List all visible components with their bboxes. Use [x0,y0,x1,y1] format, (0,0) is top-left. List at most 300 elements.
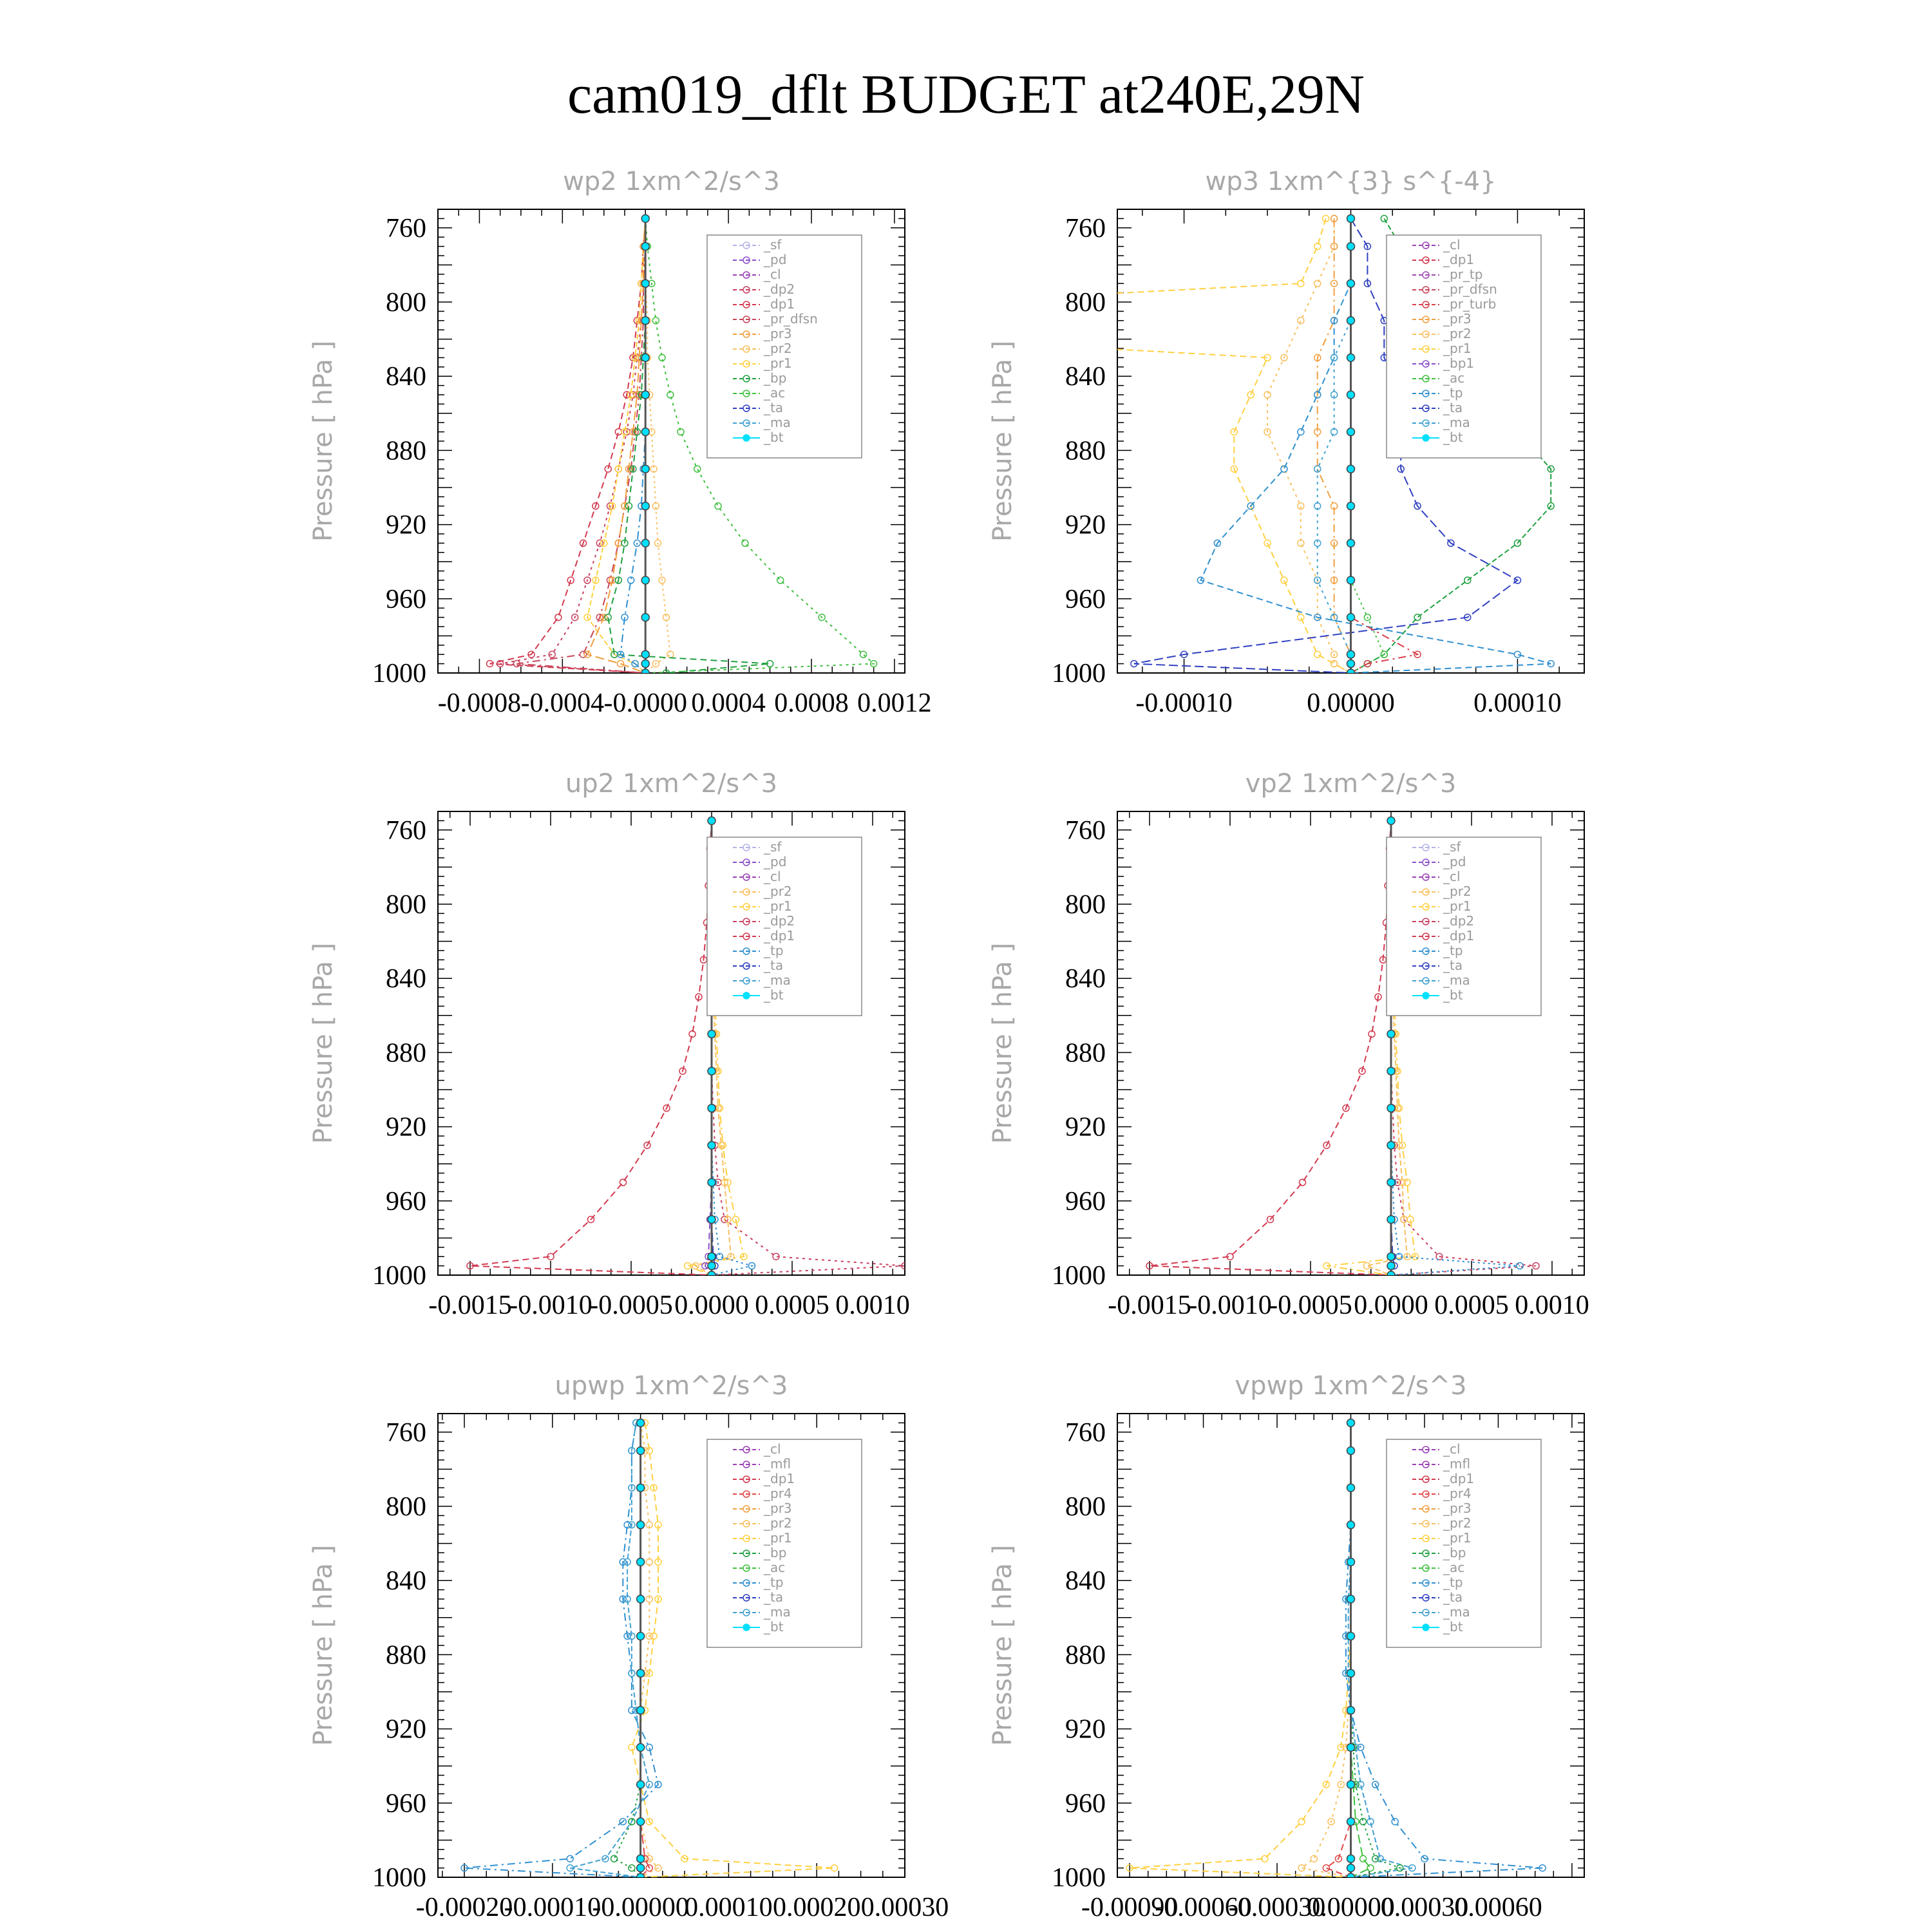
y-tick-label: 960 [1065,1186,1106,1217]
y-tick-label: 920 [386,1112,426,1142]
legend-label: _bt [764,430,784,445]
series-point-bt [641,660,649,668]
series-line-ma [570,1423,649,1877]
legend-label: _pr_dfsn [1443,281,1497,297]
legend [1387,837,1541,1016]
series-point-bt [708,817,715,824]
legend [1387,1439,1541,1647]
series-point-ac [1360,1855,1367,1862]
legend-label: _ac [1443,370,1465,386]
legend-marker [1423,1624,1429,1631]
chart-panel-1 [308,167,932,718]
x-tick-label: 0.0010 [835,1291,910,1320]
series-line-dp2 [500,218,646,673]
x-tick-label: -0.0000 [603,688,687,718]
x-tick-label: -0.0010 [1188,1291,1272,1320]
chart-panel-4 [988,769,1589,1320]
x-tick-label: -0.0010 [509,1291,592,1320]
series-point-pr2 [1314,280,1321,287]
series-point-bt [1347,1855,1355,1862]
series-point-bt [637,1855,645,1862]
panel-title: vpwp 1xm^2/s^3 [1235,1371,1467,1401]
series-point-bt [641,279,649,287]
series-point-bt [641,539,649,547]
legend-label: _dp1 [1443,1471,1475,1486]
series-point-bt [1387,1271,1395,1279]
series-line-pr4 [1326,1423,1350,1877]
y-axis-label: Pressure [ hPa ] [308,1544,338,1747]
y-tick-label: 920 [386,1714,426,1745]
series-point-bt [1347,1873,1355,1881]
series-point-bt [708,1216,715,1224]
series-point-bt [637,1818,645,1826]
series-point-ac [860,651,867,658]
y-tick-label: 760 [386,1417,426,1448]
y-tick-label: 800 [386,1492,426,1522]
series-point-bt [1387,1216,1395,1224]
legend-label: _pr3 [1443,311,1472,327]
legend-label: _pr_turb [1443,296,1497,312]
y-tick-label: 880 [1065,1038,1106,1068]
x-tick-label: -0.00090 [1081,1893,1179,1922]
chart-panel-3 [308,769,910,1320]
series-point-bt [1347,1743,1355,1751]
series-line-pr2 [645,218,670,673]
legend-label: _pr1 [1443,898,1472,914]
series-point-bt [641,576,649,584]
series-point-bt [1347,243,1355,251]
legend-label: _tp [764,943,784,958]
legend-label: _pr2 [764,341,792,356]
series-point-bt [1387,1253,1395,1260]
legend-label: _pr4 [1443,1486,1472,1501]
x-tick-label: 0.00030 [1380,1893,1469,1922]
x-tick-label: -0.00030 [1228,1893,1326,1922]
y-tick-label: 760 [386,815,426,846]
legend [707,235,862,458]
y-tick-label: 920 [1065,1714,1106,1745]
legend-label: _dp2 [764,913,795,929]
series-point-tp [1281,466,1287,472]
series-point-bt [641,214,649,222]
y-tick-label: 800 [1065,288,1106,317]
y-tick-label: 880 [386,1038,426,1068]
legend-label: _dp1 [764,928,795,943]
series-point-bt [641,614,649,621]
series-point-bt [708,1271,715,1279]
panels-container [308,167,1589,1922]
y-tick-label: 1000 [372,1261,426,1291]
legend-label: _ta [764,400,784,415]
series-point-pr2 [1298,317,1304,324]
x-tick-label: -0.00010 [504,1893,601,1922]
legend-label: _cl [764,267,781,282]
series-point-bt [637,1864,645,1872]
x-tick-label: 0.0010 [1515,1291,1589,1320]
series-point-bt [1347,354,1355,361]
legend-label: _mfl [764,1456,791,1472]
legend-label: _dp2 [764,281,795,297]
series-point-bt [637,1781,645,1788]
legend-label: _pr_tp [1443,267,1483,282]
legend-label: _pr1 [764,898,792,914]
legend-label: _pr3 [764,1501,792,1516]
y-axis-label: Pressure [ hPa ] [988,942,1018,1144]
series-point-bt [1347,1447,1355,1455]
y-tick-label: 920 [1065,1112,1106,1142]
legend-label: _tp [1443,1575,1463,1590]
legend-marker [1423,992,1429,999]
legend-label: _pd [1443,854,1466,869]
legend-label: _sf [1443,839,1461,855]
series-point-bt [641,428,649,436]
x-tick-label: 0.0005 [755,1291,829,1320]
series-line-pr1 [1130,1423,1350,1877]
legend-label: _dp1 [764,1471,795,1486]
series-point-bt [637,1447,645,1455]
legend-label: _pd [764,854,787,869]
x-tick-label: 0.00000 [1307,688,1395,718]
y-axis-label: Pressure [ hPa ] [988,1544,1018,1747]
series-point-bt [708,1179,715,1186]
series-point-bt [1347,317,1355,325]
legend-label: _bt [1443,430,1463,445]
series-point-bt [637,1521,645,1529]
legend-label: _cl [1443,237,1461,252]
series-point-bt [1347,1521,1355,1529]
x-tick-label: -0.0015 [428,1291,512,1320]
legend-label: _ma [1443,972,1470,988]
x-tick-label: 0.00010 [1473,688,1562,718]
series-point-bp1 [1381,215,1387,222]
series-point-dp1 [555,614,562,621]
legend-label: _dp2 [1443,913,1475,929]
series-point-pr2 [1311,1855,1317,1862]
legend-label: _cl [764,869,781,884]
series-line-pr2 [1302,1423,1350,1877]
series-point-ac [777,577,784,583]
y-tick-label: 840 [1065,964,1106,994]
y-tick-label: 920 [386,510,426,540]
series-line-pr3 [587,218,645,673]
y-tick-label: 760 [1065,815,1106,846]
x-tick-label: -0.0015 [1108,1291,1191,1320]
y-tick-label: 880 [386,436,426,466]
y-axis-label: Pressure [ hPa ] [308,942,338,1144]
legend-label: _tp [1443,385,1463,401]
series-line-dp1 [1150,820,1391,1275]
legend-label: _bp [764,1545,787,1560]
y-tick-label: 1000 [372,1863,426,1893]
series-line-dp1 [470,820,712,1275]
x-tick-label: 0.00020 [772,1893,861,1922]
x-tick-label: -0.00010 [1135,688,1233,718]
y-tick-label: 760 [1065,1417,1106,1448]
series-point-bt [1347,614,1355,621]
y-tick-label: 960 [386,1186,426,1217]
series-point-bt [708,1030,715,1038]
series-point-bt [1347,465,1355,473]
figure-title: cam019_dflt BUDGET at240E,29N [567,63,1365,125]
legend-label: _ta [764,958,784,973]
y-tick-label: 920 [1065,510,1106,540]
series-point-bt [637,1873,645,1881]
y-axis-label: Pressure [ hPa ] [988,340,1018,542]
series-point-bt [708,1104,715,1112]
series-point-bt [641,502,649,510]
legend-label: _ma [1443,415,1470,430]
legend-label: _ma [764,1604,791,1620]
series-line-tp [464,1423,658,1877]
series-point-bt [1347,1633,1355,1640]
y-tick-label: 960 [1065,584,1106,614]
legend-label: _pr1 [764,355,792,371]
series-point-bp [611,1855,618,1862]
series-line-pr_dfsn [516,218,645,673]
series-point-bt [1347,669,1355,677]
series-point-bt [708,1253,715,1260]
series-point-ac [742,540,748,546]
y-axis-label: Pressure [ hPa ] [308,340,338,542]
legend-label: _dp1 [1443,928,1475,943]
y-tick-label: 880 [386,1640,426,1671]
series-point-bt [1347,1595,1355,1603]
x-tick-label: 0.00060 [1454,1893,1542,1922]
series-point-bt [1347,1484,1355,1492]
series-point-bt [1387,1104,1395,1112]
series-point-bt [637,1707,645,1714]
legend-label: _ta [1443,1589,1463,1605]
legend-label: _ma [764,415,791,430]
x-tick-label: -0.00000 [592,1893,689,1922]
y-tick-label: 880 [1065,436,1106,466]
legend-label: _pr2 [1443,326,1472,341]
legend-label: _bt [1443,1619,1463,1634]
x-tick-label: 0.0000 [674,1291,749,1320]
series-point-tp [1298,429,1304,435]
series-point-bt [1347,428,1355,436]
x-tick-label: 0.00000 [1307,1893,1395,1922]
legend-label: _pr2 [764,884,792,899]
legend-label: _cl [1443,1441,1461,1457]
series-point-tp [567,1855,573,1862]
series-point-bt [641,391,649,399]
legend-marker [743,435,750,441]
series-point-bt [641,243,649,251]
series-point-bt [1387,817,1395,824]
legend-label: _tp [764,1575,784,1590]
series-point-bt [1387,1141,1395,1149]
legend-label: _dp1 [1443,252,1475,267]
series-point-bt [637,1633,645,1640]
legend-label: _pd [764,252,787,267]
series-line-pr1 [587,218,645,673]
series-point-pr1 [1298,280,1304,287]
series-point-tp [1392,1819,1398,1825]
y-tick-label: 760 [1065,213,1106,243]
legend-label: _ta [764,1589,784,1605]
series-point-bt [1347,1419,1355,1426]
legend-marker [743,992,750,999]
legend-label: _bp [764,370,787,386]
x-tick-label: 0.00010 [685,1893,773,1922]
x-tick-label: -0.0008 [437,688,522,718]
y-tick-label: 840 [386,1566,426,1596]
legend-marker [1423,435,1429,441]
series-point-dp1 [1300,1179,1306,1186]
y-tick-label: 960 [386,1788,426,1819]
series-point-bt [641,650,649,658]
x-tick-label: 0.0005 [1434,1291,1509,1320]
series-point-bt [708,1262,715,1270]
x-tick-label: -0.0005 [589,1291,673,1320]
x-tick-label: -0.0005 [1269,1291,1352,1320]
legend-label: _dp1 [764,296,795,312]
series-point-pr4 [1323,1865,1329,1871]
series-point-pr1 [1281,577,1287,583]
legend-label: _pr3 [1443,1501,1472,1516]
legend-label: _pr2 [764,1515,792,1531]
series-point-pr1 [1298,614,1304,621]
series-point-bt [708,1141,715,1149]
series-point-pr1 [1314,651,1321,658]
legend-label: _ta [1443,400,1463,415]
legend-label: _cl [1443,869,1461,884]
legend-label: _bt [1443,987,1463,1003]
panel-title: upwp 1xm^2/s^3 [554,1371,788,1401]
series-point-bt [1347,1707,1355,1714]
legend-label: _ma [1443,1604,1470,1620]
series-point-bt [708,1067,715,1075]
series-point-bt [1347,391,1355,399]
series-point-bt [1347,1558,1355,1566]
y-tick-label: 800 [386,288,426,317]
series-point-bt [1387,1179,1395,1186]
y-tick-label: 800 [386,890,426,920]
y-tick-label: 760 [386,213,426,243]
series-point-bt [637,1595,645,1603]
y-tick-label: 840 [1065,1566,1106,1596]
series-point-bt [1387,1067,1395,1075]
legend [707,1439,862,1647]
legend-label: _bp1 [1443,355,1475,371]
legend-label: _pr4 [764,1486,792,1501]
y-tick-label: 1000 [1052,659,1106,688]
series-point-bt [1347,502,1355,510]
series-line-bp [614,1423,641,1877]
legend-label: _pr1 [1443,341,1472,356]
series-point-bt [1347,1781,1355,1788]
series-point-bt [1387,1262,1395,1270]
legend-label: _ac [1443,1560,1465,1575]
y-tick-label: 800 [1065,890,1106,920]
x-tick-label: -0.0004 [520,688,605,718]
series-point-bt [1347,650,1355,658]
series-point-bt [637,1669,645,1677]
legend-label: _bt [764,1619,784,1634]
panel-title: vp2 1xm^2/s^3 [1245,769,1457,799]
y-tick-label: 840 [1065,362,1106,392]
series-point-pr1 [1298,1819,1305,1825]
series-point-bt [641,354,649,361]
series-point-pr1 [597,317,603,324]
legend [707,837,862,1016]
series-point-ac [1367,1865,1374,1871]
y-tick-label: 840 [386,964,426,994]
x-tick-label: -0.00020 [415,1893,513,1922]
panel-title: wp3 1xm^{3} s^{-4} [1205,167,1497,196]
legend [1387,235,1541,458]
x-tick-label: 0.00030 [860,1893,949,1922]
y-tick-label: 840 [386,362,426,392]
series-point-bt [1347,214,1355,222]
legend-label: _pr2 [1443,884,1472,899]
legend-label: _pr2 [1443,1515,1472,1531]
series-point-bt [637,1743,645,1751]
series-point-bt [1347,539,1355,547]
x-tick-label: 0.0012 [857,688,932,718]
series-point-bp1 [1414,614,1421,621]
legend-label: _tp [1443,943,1463,958]
y-tick-label: 1000 [372,659,426,688]
legend-label: _sf [764,839,782,855]
legend-label: _bt [764,987,784,1003]
panel-title: up2 1xm^2/s^3 [565,769,778,799]
series-point-bt [1387,1030,1395,1038]
legend-label: _ta [1443,958,1463,973]
series-point-bt [1347,1669,1355,1677]
y-tick-label: 1000 [1052,1863,1106,1893]
legend-label: _pr1 [1443,1530,1472,1546]
series-point-bt [1347,1864,1355,1872]
series-point-ac [694,466,701,472]
legend-label: _sf [764,237,782,252]
legend-label: _pr_dfsn [764,311,818,327]
series-point-bt [637,1419,645,1426]
legend-label: _mfl [1443,1456,1471,1472]
x-tick-label: 0.0000 [1354,1291,1428,1320]
legend-label: _bp [1443,1545,1466,1560]
y-tick-label: 960 [386,584,426,614]
legend-label: _pr3 [764,326,792,341]
series-point-bt [637,1484,645,1492]
series-point-ac [715,503,721,509]
y-tick-label: 800 [1065,1492,1106,1522]
x-tick-label: 0.0008 [774,688,849,718]
series-point-bt [641,669,649,677]
series-point-bp [629,1865,635,1871]
x-tick-label: -0.00060 [1155,1893,1252,1922]
series-point-bt [641,465,649,473]
series-point-bt [1347,660,1355,668]
series-point-bt [1347,279,1355,287]
x-tick-label: 0.0004 [691,688,766,718]
legend-label: _ma [764,972,791,988]
y-tick-label: 880 [1065,1640,1106,1671]
chart-panel-6 [988,1371,1584,1922]
legend-label: _pr1 [764,1530,792,1546]
legend-label: _ac [764,1560,786,1575]
legend-label: _ac [764,385,786,401]
series-point-dp1 [620,1179,627,1186]
series-point-bt [1347,1818,1355,1826]
chart-panel-5 [308,1371,949,1922]
series-point-pr2 [1264,392,1271,398]
panel-title: wp2 1xm^2/s^3 [563,167,780,196]
series-point-bt [1347,576,1355,584]
legend-label: _cl [764,1441,781,1457]
series-point-bt [641,317,649,325]
